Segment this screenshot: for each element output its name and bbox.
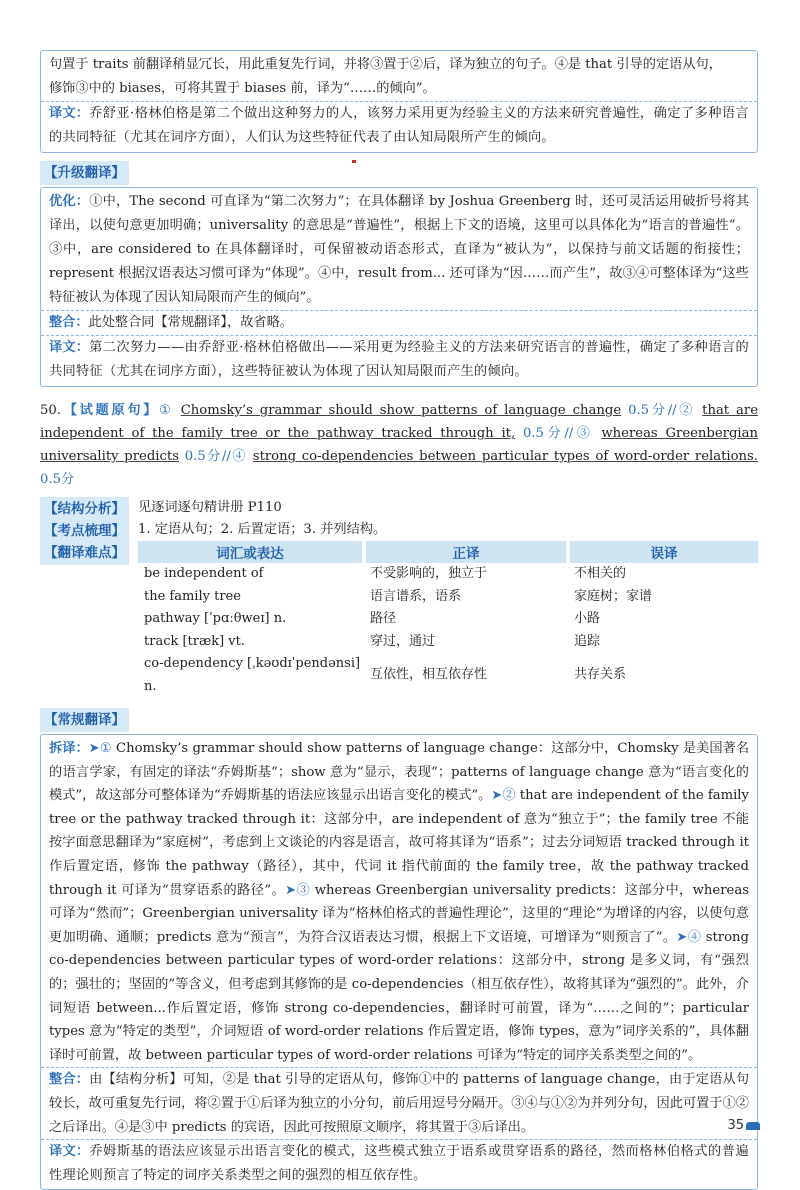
score-2: 0.5分 [522, 426, 565, 441]
translation-text: 乔姆斯基的语法应该显示出语言变化的模式，这些模式独立于语系或贯穿语系的路径，然而格林伯格式的普遍性理论则预言了特定的词序关系类型之间的强烈的相互依存性。 [49, 1144, 750, 1183]
translation-text: 第二次努力——由乔舒亚·格林伯格做出——采用更为经验主义的方法来研究语言的普遍性，确定了多种语言的共同特征（尤其在词序方面），这些特征被认为体现了因认知局限而产生的倾向。 [49, 340, 750, 379]
points-value: 1. 定语从句；2. 后置定语；3. 并列结构。 [138, 522, 387, 537]
cell-wrong: 追踪 [574, 633, 601, 649]
circle-3: ③ [573, 426, 594, 441]
cell-wrong: 不相关的 [574, 566, 627, 581]
question-number: 50. [40, 403, 61, 418]
circle-1: ① [159, 403, 174, 418]
segment-3: whereas Greenbergian universality predicts [40, 426, 758, 464]
segment-4: strong co-dependencies between particular types of word-order relations. [252, 449, 758, 464]
integrate-text: 此处整合同【常规翻译】，故省略。 [88, 315, 293, 330]
cell-wrong: 共存关系 [574, 667, 627, 683]
score-4: 0.5分 [40, 472, 75, 487]
cell-expression: the family tree [144, 588, 241, 604]
circle-4: ④ [230, 449, 248, 464]
split-seg-4: strong co-dependencies between particular types of word-order relations：这部分中，strong 是多义词，有“强烈的；强壮的；坚固的”等含义，但考虑到其修饰的是 co-dependencies（相互依存性），故将其译为“强烈的”。此外，介词短语 between...作后置定语，修饰 strong co-dependencies，翻译时可前置，译为“……之间的”；particular types 意为“特定的类型”，介词短语 of word-order relations 作后置定语，修饰 types，意为“词序关系的”，具体翻译时可前置，故 between particular types of word-order relations 可译为“特定的词序关系类型之间的”。 [49, 929, 749, 1063]
optimize-text: ①中，The second 可直译为“第二次努力”；在具体翻译 by Joshua Greenberg 时，还可灵活运用破折号将其译出，以使句意更加明确；universality 的意思是“普遍性”，根据上下文的语境，这里可以具体化为“语言的普遍性”。③中，are considered to 在具体翻译时，可保留被动语态形式，直译为“被认为”，以保持与前文话题的衔接性；represent 根据汉语表达习惯可译为“体现”。④中，result from... 还可译为“因……而产生”，故③④可整体译为“这些特征被认为体现了因认知局限而产生的倾向”。 [49, 194, 750, 305]
cell-correct: 互依性，相互依存性 [370, 667, 488, 683]
integrate-paragraph [49, 311, 749, 335]
structure-value: 见逐词逐句精讲册 P110 [138, 500, 282, 515]
score-1: 0.5分 [628, 403, 668, 418]
table-row [138, 608, 758, 631]
score-3: 0.5分 [184, 449, 222, 464]
integrate-label: 整合： [49, 315, 89, 330]
top-line-1: 句置于 traits 前翻译稍显冗长，用此重复先行词，并将③置于②后，译为独立的句子。④是 that 引导的定语从句， [49, 57, 722, 72]
upgrade-heading-row [40, 161, 758, 183]
optimize-label: 优化： [49, 194, 90, 209]
structure-label: 【结构分析】 [40, 497, 129, 521]
header-correct: 正译 [364, 541, 568, 563]
structure-row [40, 497, 758, 519]
difficulty-label: 【翻译难点】 [40, 541, 129, 565]
upgrade-box [40, 187, 758, 387]
optimize-paragraph [49, 190, 749, 310]
slash-3: // [221, 449, 231, 464]
translation-label: 译文： [49, 340, 90, 355]
slash-1: // [667, 403, 677, 418]
page-number-text: 35 [727, 1118, 744, 1133]
marker-4: ➤④ [676, 929, 702, 945]
cell-expression: be independent of [144, 566, 264, 581]
header-expression: 词汇或表达 [138, 541, 364, 563]
integrate-text: 由【结构分析】可知，②是 that 引导的定语从句，修饰①中的 patterns of language change，由于定语从句较长，故可重复先行词，将②置于①后译为独立的小分句，前后用逗号分隔开。③④与①②为并列分句，因此可置于①②之后译出。④是③中 predicts 的宾语，因此可按照原文顺序，将其置于③后译出。 [49, 1072, 750, 1135]
top-line-2: 修饰③中的 biases，可将其置于 biases 前，译为“……的倾向”。 [49, 81, 436, 96]
regular-box [40, 734, 758, 1190]
cell-correct: 穿过，通过 [370, 633, 436, 649]
circle-2: ② [676, 403, 696, 418]
cell-correct: 语言谱系，语系 [370, 588, 462, 604]
regular-heading: 【常规翻译】 [40, 708, 129, 732]
marker-3: ➤③ [285, 882, 311, 898]
cell-expression: co-dependency [ˌkəʊdɪˈpendənsi] n. [144, 656, 361, 694]
header-wrong: 误译 [568, 541, 758, 563]
split-seg-2: that are independent of the family tree or the pathway tracked through it：这部分中，are independent of 意为“独立于”；the family tree 不能按字面意思翻译为“家庭树”，考虑到上文谈论的内容是语言，故可将其译为“语系”；过去分词短语 tracked through it 作后置定语，修饰 the pathway（路径），其中，代词 it 指代前面的 the family tree，故 the pathway tracked through it 可译为“贯穿语系的路径”。 [49, 788, 749, 898]
top-analysis-box [40, 50, 758, 153]
points-row [40, 519, 758, 541]
cell-wrong: 家庭树；家谱 [574, 588, 653, 604]
split-label: 拆译： [49, 741, 89, 756]
graduation-cap-icon [746, 1122, 760, 1130]
slash-2: // [564, 426, 574, 441]
cell-correct: 不受影响的，独立于 [370, 566, 488, 581]
cell-wrong: 小路 [574, 611, 601, 626]
split-seg-3: whereas Greenbergian universality predicts：这部分中，whereas 可译为“然而”；Greenbergian universality 译为“格林伯格式的普遍性理论”，这里的“理论”为增译的内容，以使句意更加明确、通顺；predicts 意为“预言”，为符合汉语表达习惯，根据上下文语境，可增译为“则预言了”。 [49, 882, 749, 945]
cell-expression: pathway [ˈpɑːθweɪ] n. [144, 611, 287, 626]
table-header-row [138, 541, 758, 563]
difficulty-table [138, 541, 758, 698]
marker-1: ➤① [88, 741, 112, 756]
regular-integrate-paragraph [49, 1068, 749, 1139]
table-row [138, 653, 758, 698]
integrate-label: 整合： [49, 1072, 90, 1088]
original-sentence-tag: 【试题原句】 [60, 403, 160, 418]
question-50-sentence [40, 399, 758, 491]
cell-expression: track [træk] vt. [144, 633, 245, 649]
split-paragraph [49, 737, 749, 1067]
table-row [138, 631, 758, 654]
points-label: 【考点梳理】 [40, 519, 129, 543]
upgrade-heading: 【升级翻译】 [40, 161, 129, 185]
table-body [138, 563, 758, 698]
table-row [138, 563, 758, 586]
page-content [40, 50, 758, 1190]
table-row [138, 586, 758, 609]
split-seg-1: Chomsky’s grammar should show patterns of language change：这部分中，Chomsky 是美国著名的语言学家，有固定的译法“乔姆斯基”；show 意为“显示，表现”；patterns of language change 意为“语言变化的模式”，故这部分可整体译为“乔姆斯基的语法应该显示出语言变化的模式”。 [49, 741, 750, 804]
translation-label: 译文： [49, 106, 90, 121]
page-number [727, 1118, 760, 1133]
upgrade-translation [49, 336, 749, 384]
top-translation [49, 102, 749, 150]
regular-heading-row [40, 708, 758, 730]
segment-1: Chomsky’s grammar should show patterns of language change [180, 403, 622, 418]
segment-2: that are independent of the family tree or the pathway tracked through it, [40, 403, 759, 441]
translation-text: 乔舒亚·格林伯格是第二个做出这种努力的人，该努力采用更为经验主义的方法来研究普遍性，确定了多种语言的共同特征（尤其在词序方面），人们认为这些特征代表了由认知局限所产生的倾向。 [49, 106, 750, 145]
translation-label: 译文： [49, 1144, 90, 1160]
cell-correct: 路径 [370, 611, 397, 626]
marker-2: ➤② [491, 788, 516, 804]
